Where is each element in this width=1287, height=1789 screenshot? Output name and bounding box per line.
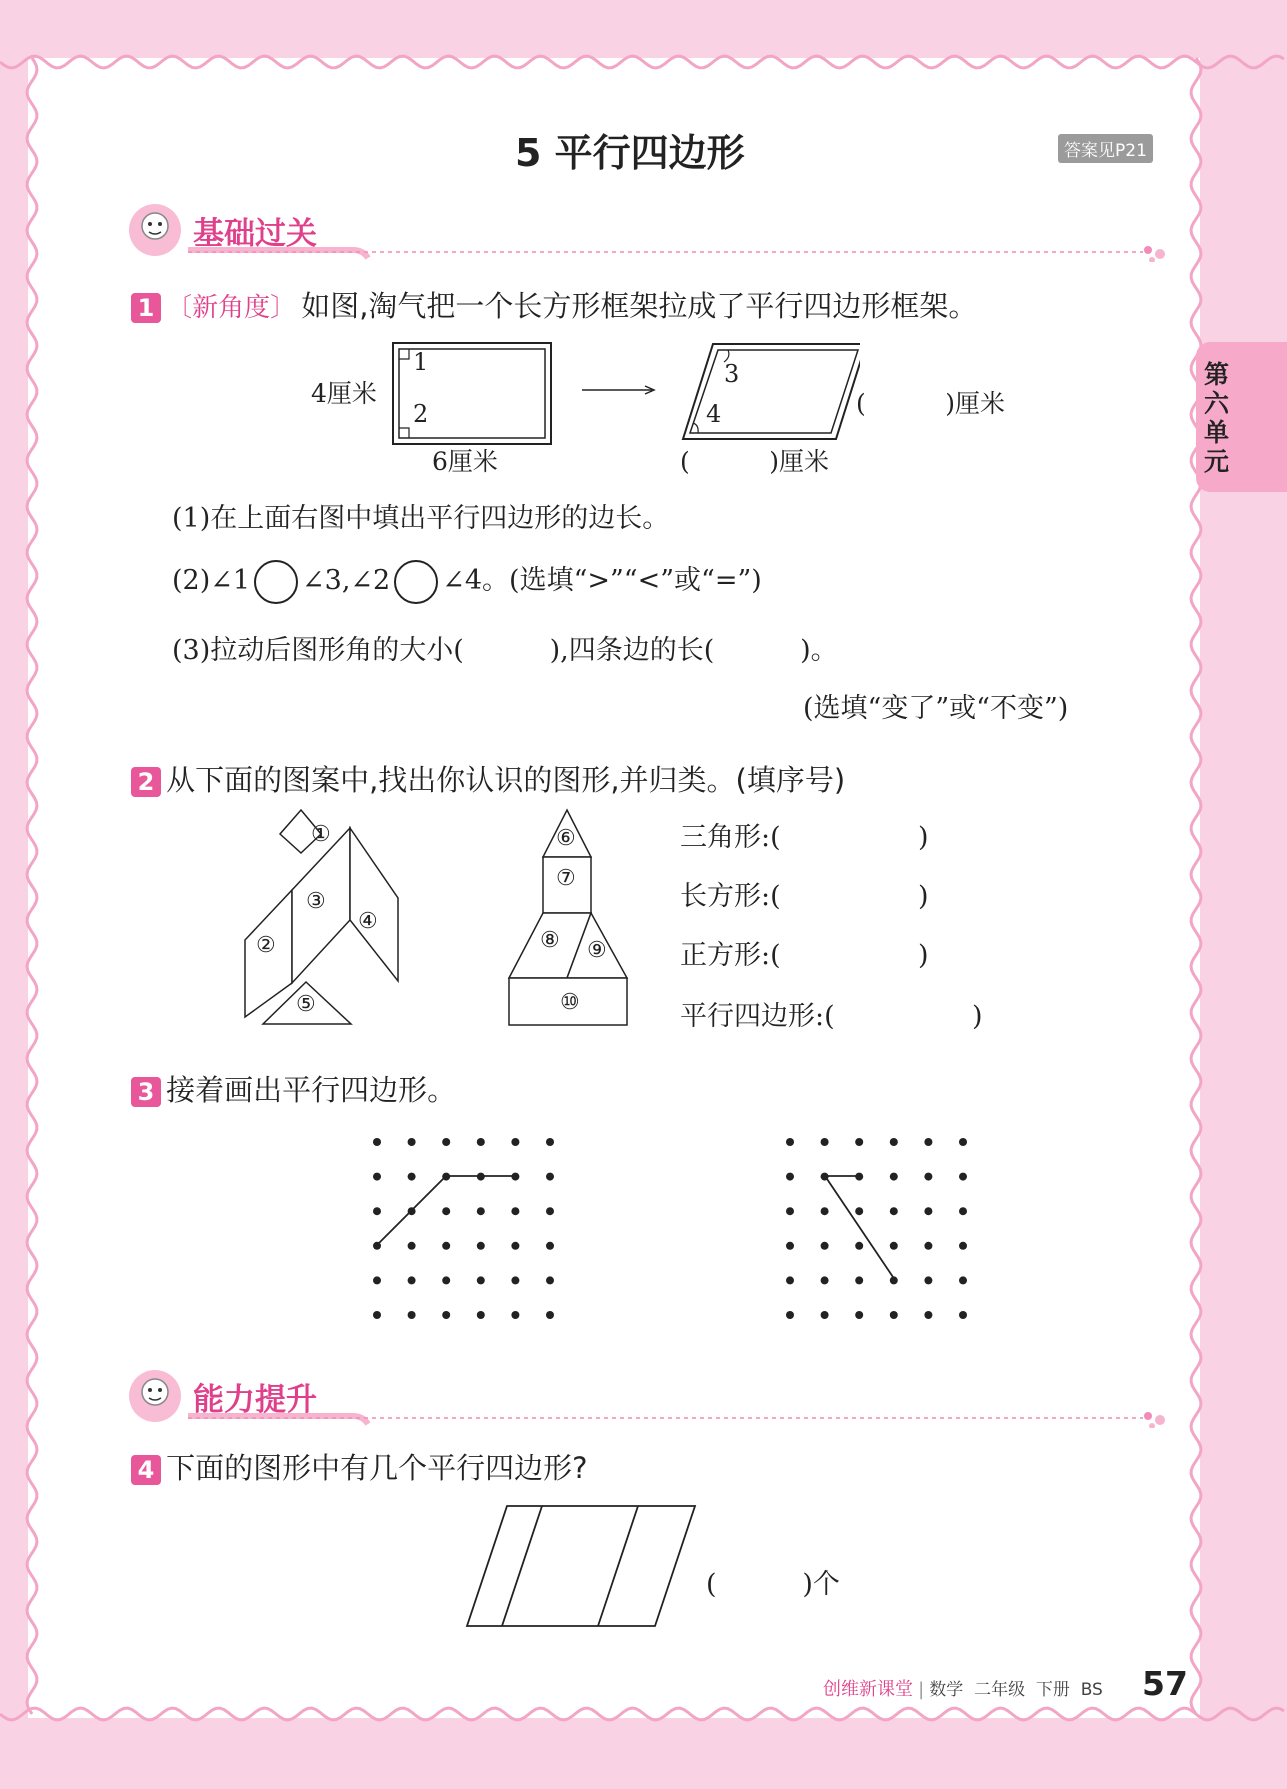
grid-dot[interactable] <box>477 1276 485 1284</box>
angle-4-label: 4 <box>706 400 722 428</box>
question-1-sub-2-part-c: ∠4。(选填“>”“<”或“=”) <box>442 565 762 596</box>
question-1-sub-2-part-b: ∠3,∠2 <box>302 565 391 596</box>
grid-dot[interactable] <box>477 1138 485 1146</box>
shape-4-parallelogram <box>350 828 398 981</box>
grid-dot[interactable] <box>821 1138 829 1146</box>
footer-book-info: 数学 二年级 下册 BS <box>929 1680 1103 1700</box>
shape-label-7: ⑦ <box>556 866 576 891</box>
grid-dot[interactable] <box>959 1138 967 1146</box>
grid-dot[interactable] <box>821 1207 829 1215</box>
grid-dot[interactable] <box>924 1138 932 1146</box>
grid-dot[interactable] <box>855 1138 863 1146</box>
grid-dot[interactable] <box>442 1207 450 1215</box>
grid-dot[interactable] <box>408 1242 416 1250</box>
answer-reference-badge: 答案见P21 <box>1058 134 1153 163</box>
grid-dot[interactable] <box>959 1173 967 1181</box>
shape-label-2: ② <box>256 933 276 958</box>
rectangle-height-label: 4厘米 <box>311 379 377 408</box>
grid-dot[interactable] <box>477 1207 485 1215</box>
grid-dot[interactable] <box>511 1311 519 1319</box>
compare-circle-blank-1[interactable] <box>254 560 298 604</box>
grid-dot[interactable] <box>959 1207 967 1215</box>
grid-dot[interactable] <box>786 1173 794 1181</box>
grid-dot[interactable] <box>477 1242 485 1250</box>
grid-dot[interactable] <box>890 1242 898 1250</box>
grid-dot[interactable] <box>890 1173 898 1181</box>
grid-dot[interactable] <box>442 1276 450 1284</box>
grid-dot[interactable] <box>373 1138 381 1146</box>
grid-dot[interactable] <box>959 1276 967 1284</box>
grid-dot[interactable] <box>408 1311 416 1319</box>
grid-dot[interactable] <box>408 1138 416 1146</box>
parallelogram-bottom-length-blank[interactable]: ( )厘米 <box>680 447 829 476</box>
angle-3-label: 3 <box>724 360 740 388</box>
grid-dot[interactable] <box>786 1207 794 1215</box>
square-answer-blank[interactable]: 正方形:( ) <box>680 940 929 971</box>
grid-dot[interactable] <box>821 1276 829 1284</box>
outer-parallelogram <box>467 1506 695 1626</box>
grid-dot[interactable] <box>511 1138 519 1146</box>
grid-dot[interactable] <box>786 1138 794 1146</box>
question-2-text: 从下面的图案中,找出你认识的图形,并归类。(填序号) <box>166 763 846 797</box>
drawn-side-left-slant <box>377 1176 446 1245</box>
grid-dot[interactable] <box>821 1311 829 1319</box>
grid-dot[interactable] <box>786 1311 794 1319</box>
drawn-side-right-slant <box>825 1176 895 1280</box>
rectangle-width-label: 6厘米 <box>432 447 498 476</box>
question-4-text: 下面的图形中有几个平行四边形? <box>166 1451 588 1485</box>
angle-2-label: 2 <box>413 400 429 428</box>
shape-label-10: ⑩ <box>560 990 580 1015</box>
grid-dot[interactable] <box>786 1242 794 1250</box>
grid-dot[interactable] <box>373 1276 381 1284</box>
page-number: 57 <box>1142 1664 1188 1703</box>
question-3-heading <box>131 1068 456 1109</box>
grid-dot[interactable] <box>546 1138 554 1146</box>
grid-dot[interactable] <box>924 1242 932 1250</box>
grid-dot[interactable] <box>821 1242 829 1250</box>
grid-dot[interactable] <box>890 1138 898 1146</box>
question-4-heading <box>131 1446 588 1487</box>
grid-dot[interactable] <box>408 1276 416 1284</box>
compare-circle-blank-2[interactable] <box>394 560 438 604</box>
section-title-basic: 基础过关 <box>193 216 317 252</box>
grid-dot[interactable] <box>924 1276 932 1284</box>
grid-dot[interactable] <box>924 1207 932 1215</box>
shape-label-3: ③ <box>306 889 326 914</box>
shape-label-8: ⑧ <box>540 928 560 953</box>
grid-dot[interactable] <box>546 1276 554 1284</box>
unit-side-tab-label: 第六单元 <box>1204 360 1230 476</box>
dot-grid-right[interactable] <box>778 1130 978 1320</box>
grid-dot[interactable] <box>477 1311 485 1319</box>
question-1-text: 如图,淘气把一个长方形框架拉成了平行四边形框架。 <box>301 289 978 323</box>
grid-dot[interactable] <box>924 1311 932 1319</box>
grid-dot[interactable] <box>373 1173 381 1181</box>
grid-dot[interactable] <box>890 1207 898 1215</box>
grid-dot[interactable] <box>511 1276 519 1284</box>
question-1-sub-2-part-a: (2)∠1 <box>172 565 251 596</box>
grid-dot[interactable] <box>855 1276 863 1284</box>
parallelogram-count-figure <box>460 1500 700 1632</box>
grid-dot[interactable] <box>442 1311 450 1319</box>
question-3-text: 接着画出平行四边形。 <box>166 1073 457 1107</box>
unit-side-tab <box>1196 342 1287 492</box>
parallelogram-side-length-blank[interactable]: ( )厘米 <box>856 389 1005 418</box>
shape-label-5: ⑤ <box>296 992 316 1017</box>
question-1-sub-3-hint: (选填“变了”或“不变”) <box>803 693 1069 724</box>
grid-dot[interactable] <box>924 1173 932 1181</box>
question-1-heading <box>131 284 977 325</box>
grid-dot[interactable] <box>959 1242 967 1250</box>
grid-dot[interactable] <box>855 1242 863 1250</box>
section-title-advanced: 能力提升 <box>193 1382 317 1418</box>
shape-label-6: ⑥ <box>556 826 576 851</box>
question-1-sub-1: (1)在上面右图中填出平行四边形的边长。 <box>172 503 670 534</box>
grid-dot[interactable] <box>373 1207 381 1215</box>
shape-label-1: ① <box>311 822 331 847</box>
grid-dot[interactable] <box>546 1173 554 1181</box>
grid-dot[interactable] <box>546 1207 554 1215</box>
grid-dot[interactable] <box>786 1276 794 1284</box>
grid-dot[interactable] <box>442 1242 450 1250</box>
shape-label-9: ⑨ <box>587 938 607 963</box>
grid-dot[interactable] <box>511 1242 519 1250</box>
grid-dot[interactable] <box>546 1311 554 1319</box>
question-1-sub-3[interactable]: (3)拉动后图形角的大小( ),四条边的长( )。 <box>172 635 838 666</box>
question-number-1: 1 <box>131 293 161 323</box>
grid-dot[interactable] <box>442 1138 450 1146</box>
grid-dot[interactable] <box>408 1173 416 1181</box>
question-2-heading <box>131 758 845 799</box>
triangle-answer-blank[interactable]: 三角形:( ) <box>680 822 929 853</box>
dot-grid-left[interactable] <box>365 1130 565 1320</box>
page-title: 5 平行四边形 <box>515 131 745 175</box>
footer-brand: 创维新课堂 <box>823 1679 913 1700</box>
grid-dot[interactable] <box>959 1311 967 1319</box>
question-number-2: 2 <box>131 767 161 797</box>
question-number-3: 3 <box>131 1077 161 1107</box>
footer-info: 创维新课堂 | 数学 二年级 下册 BS <box>823 1679 1103 1700</box>
question-1-sub-2 <box>172 558 762 604</box>
question-number-4: 4 <box>131 1455 161 1485</box>
question-1-tag: 〔新角度〕 <box>166 293 297 323</box>
grid-dot[interactable] <box>855 1207 863 1215</box>
grid-dot[interactable] <box>855 1311 863 1319</box>
rectangle-answer-blank[interactable]: 长方形:( ) <box>680 881 929 912</box>
parallelogram-answer-blank[interactable]: 平行四边形:( ) <box>680 1001 983 1032</box>
angle-1-label: 1 <box>413 348 429 376</box>
grid-dot[interactable] <box>890 1311 898 1319</box>
grid-dot[interactable] <box>546 1242 554 1250</box>
shape-label-4: ④ <box>358 909 378 934</box>
grid-dot[interactable] <box>373 1311 381 1319</box>
grid-dot[interactable] <box>511 1207 519 1215</box>
parallelogram-count-blank[interactable]: ( )个 <box>706 1569 840 1600</box>
